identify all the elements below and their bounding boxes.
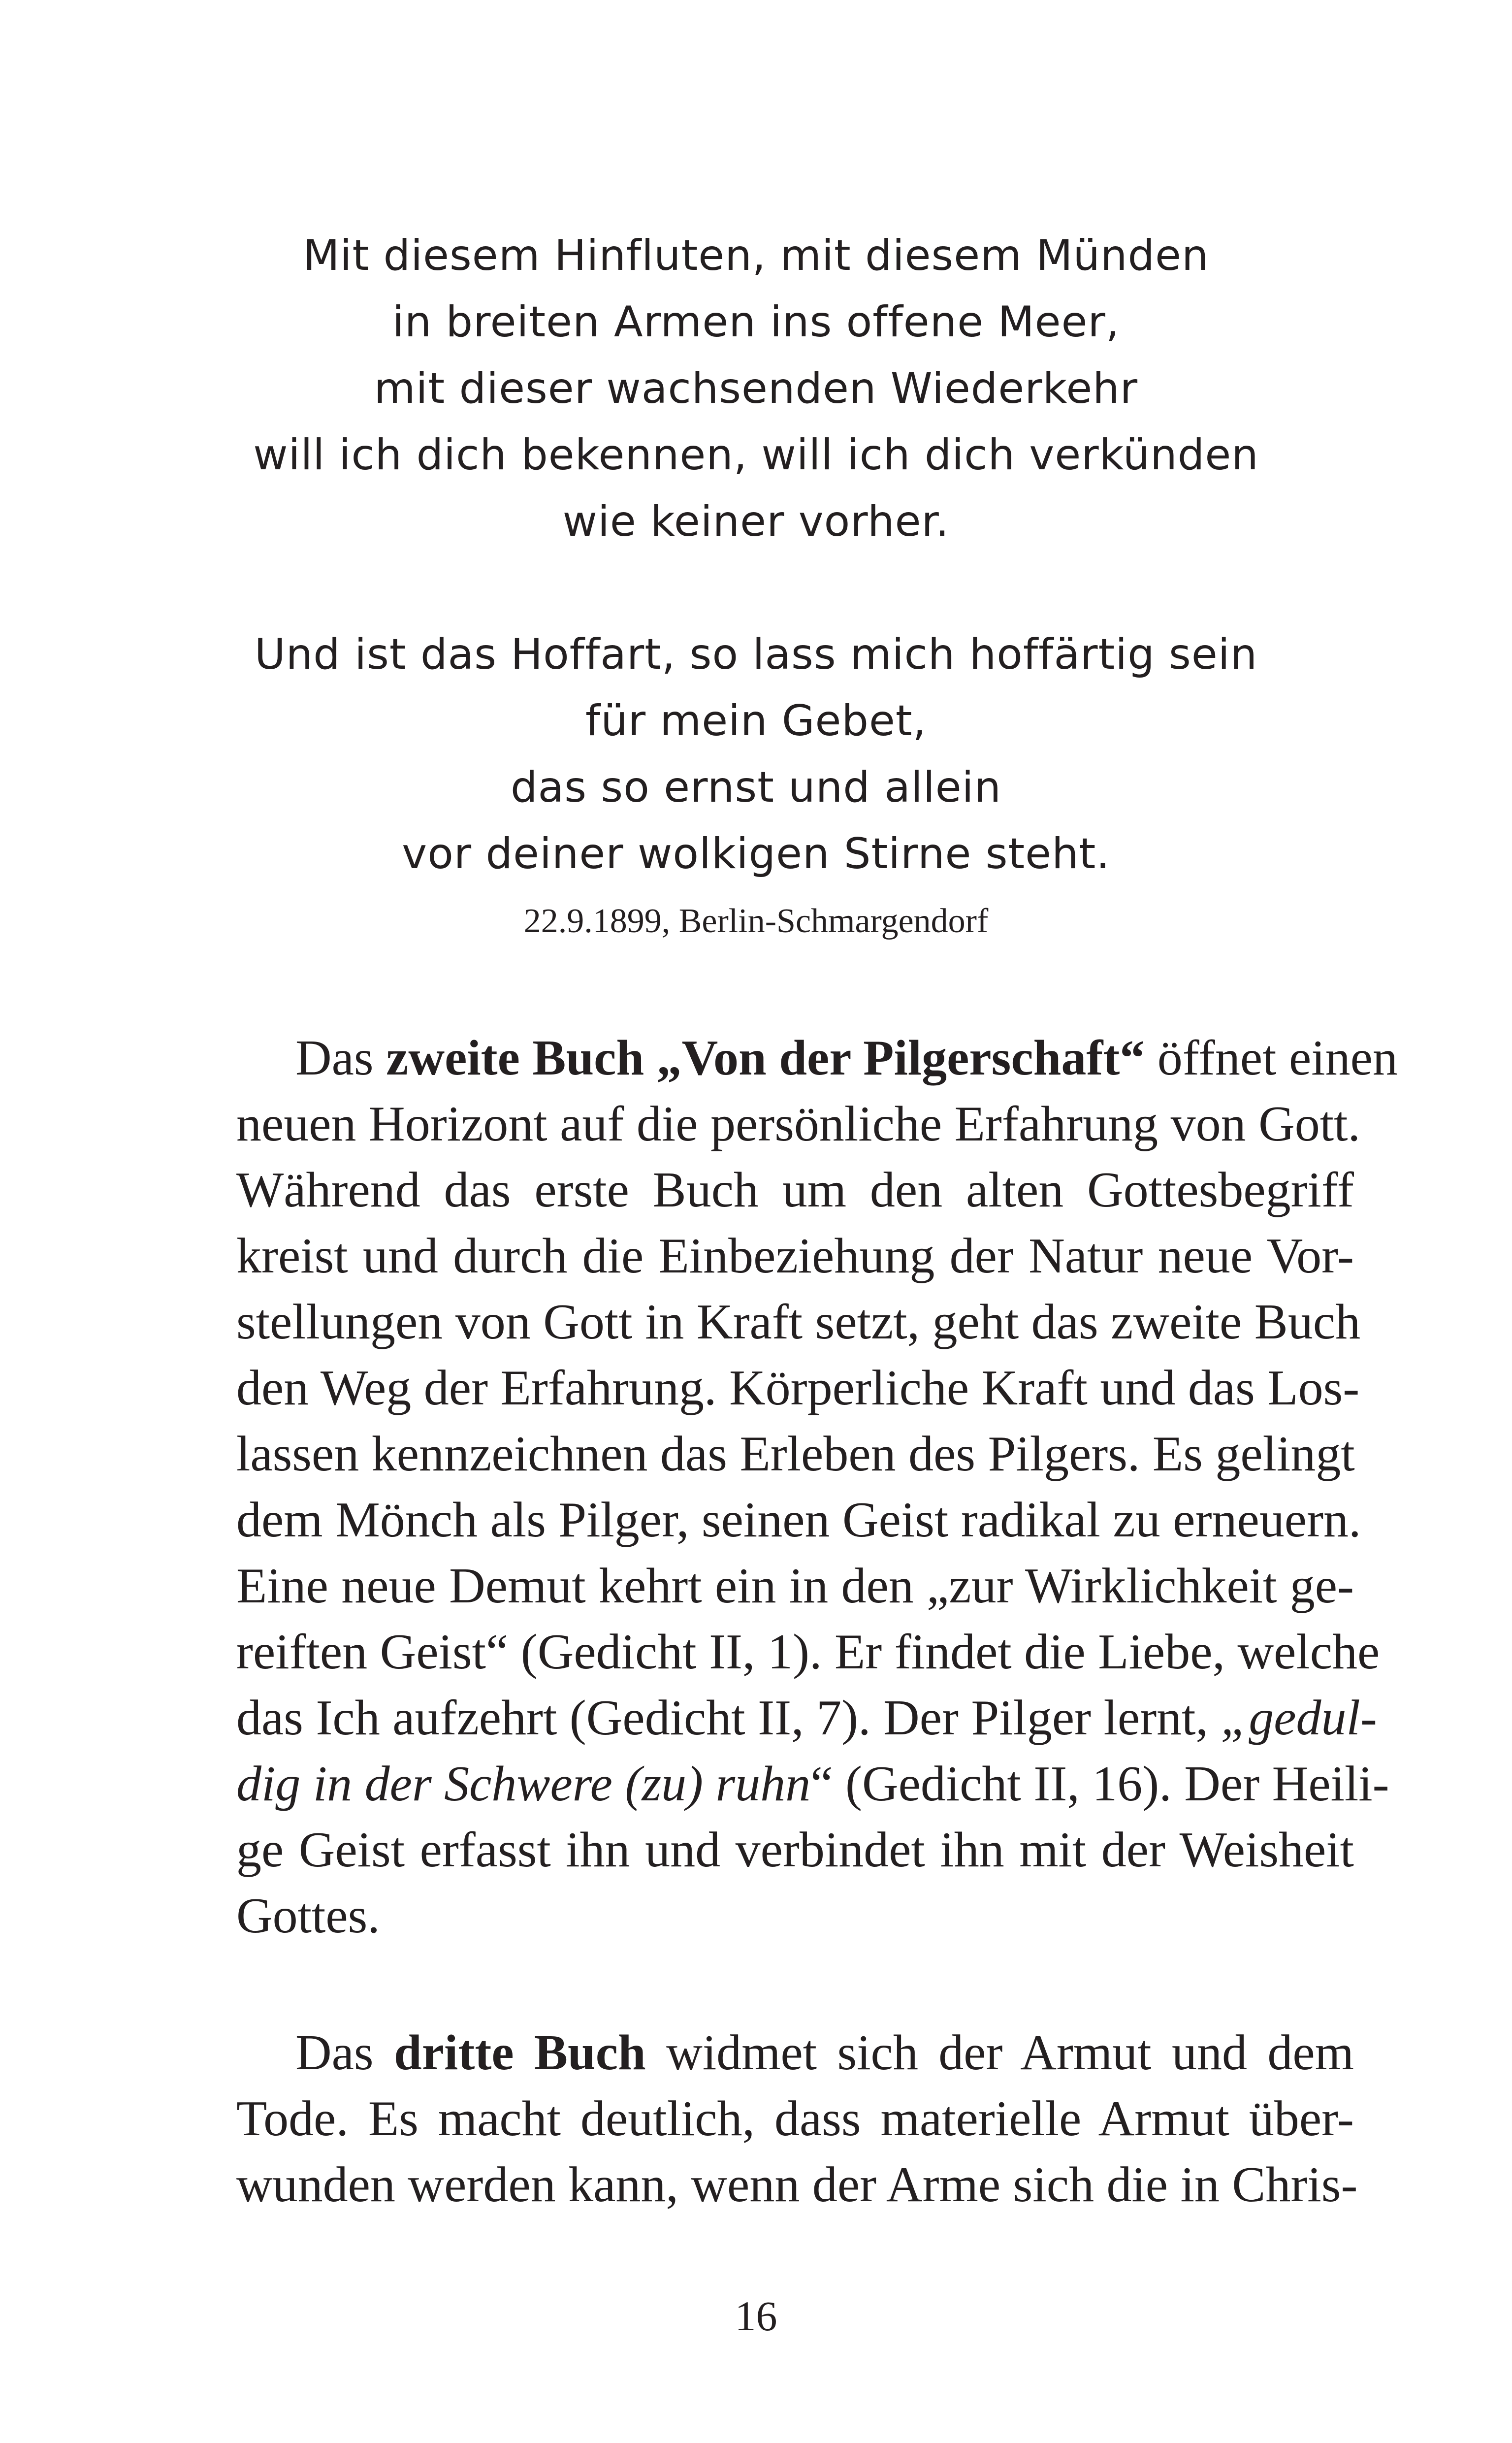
prose-line: kreist und durch die Einbeziehung der Natur neue Vor-: [236, 1228, 1354, 1284]
prose-line: [236, 2020, 1354, 2086]
prose-line: Eine neue Demut kehrt ein in den „zur Wirklichkeit ge-: [236, 1558, 1354, 1614]
text-run: Das: [295, 1030, 386, 1086]
bold-text: zweite Buch „Von der Pilgerschaft“: [386, 1030, 1145, 1086]
prose-line: Während das erste Buch um den alten Gottesbegriff: [236, 1162, 1354, 1218]
prose-line: Tode. Es macht deutlich, dass materielle Armut über-: [236, 2091, 1354, 2147]
poem-line: Mit diesem Hinfluten, mit diesem Münden: [303, 231, 1209, 280]
prose-line: dem Mönch als Pilger, seinen Geist radikal zu erneuern.: [236, 1492, 1361, 1548]
poem-line: in breiten Armen ins offene Meer,: [392, 297, 1120, 347]
italic-quote: „gedul-: [1221, 1690, 1377, 1746]
text-run: das Ich aufzehrt (Gedicht II, 7). Der Pilger lernt,: [236, 1690, 1221, 1746]
prose-line: reiften Geist“ (Gedicht II, 1). Er findet die Liebe, welche: [236, 1624, 1380, 1680]
prose-line: neuen Horizont auf die persönliche Erfahrung von Gott.: [236, 1096, 1360, 1152]
poem-line: wie keiner vorher.: [562, 497, 950, 546]
poem-line: Und ist das Hoffart, so lass mich hoffärtig sein: [254, 630, 1258, 679]
paragraph-third-book: [236, 2020, 1358, 2218]
poem-stanza-2: [0, 621, 1512, 887]
prose-line: [236, 1751, 1389, 1817]
poem-line: mit dieser wachsenden Wiederkehr: [374, 364, 1138, 413]
prose-line: stellungen von Gott in Kraft setzt, geht das zweite Buch: [236, 1294, 1361, 1350]
paragraph-second-book: [236, 1025, 1398, 1949]
poem-line: das so ernst und allein: [510, 763, 1002, 812]
poem-stanza-1: [0, 223, 1512, 555]
text-run: Das: [295, 2025, 394, 2081]
poem-line: will ich dich bekennen, will ich dich verkünden: [253, 430, 1259, 480]
poem-line: vor deiner wolkigen Stirne steht.: [402, 829, 1110, 879]
prose-line: wunden werden kann, wenn der Arme sich die in Chris-: [236, 2157, 1358, 2213]
prose-line: [236, 1685, 1377, 1751]
prose-line: [236, 1025, 1398, 1091]
prose-line: ge Geist erfasst ihn und verbindet ihn mit der Weisheit: [236, 1822, 1354, 1878]
text-run: widmet sich der Armut und dem: [645, 2025, 1354, 2081]
poem-dateline: 22.9.1899, Berlin-Schmargendorf: [523, 902, 989, 940]
bold-text: dritte Buch: [394, 2025, 646, 2081]
text-run: öffnet einen: [1145, 1030, 1398, 1086]
poem-line: für mein Gebet,: [585, 696, 927, 746]
prose-line: Gottes.: [236, 1888, 380, 1944]
text-run: “ (Gedicht II, 16). Der Heili-: [810, 1756, 1389, 1812]
italic-quote: dig in der Schwere (zu) ruhn: [236, 1756, 811, 1812]
page-number: 16: [735, 2292, 777, 2340]
prose-line: lassen kennzeichnen das Erleben des Pilgers. Es gelingt: [236, 1426, 1355, 1482]
prose-line: den Weg der Erfahrung. Körperliche Kraft und das Los-: [236, 1360, 1360, 1416]
